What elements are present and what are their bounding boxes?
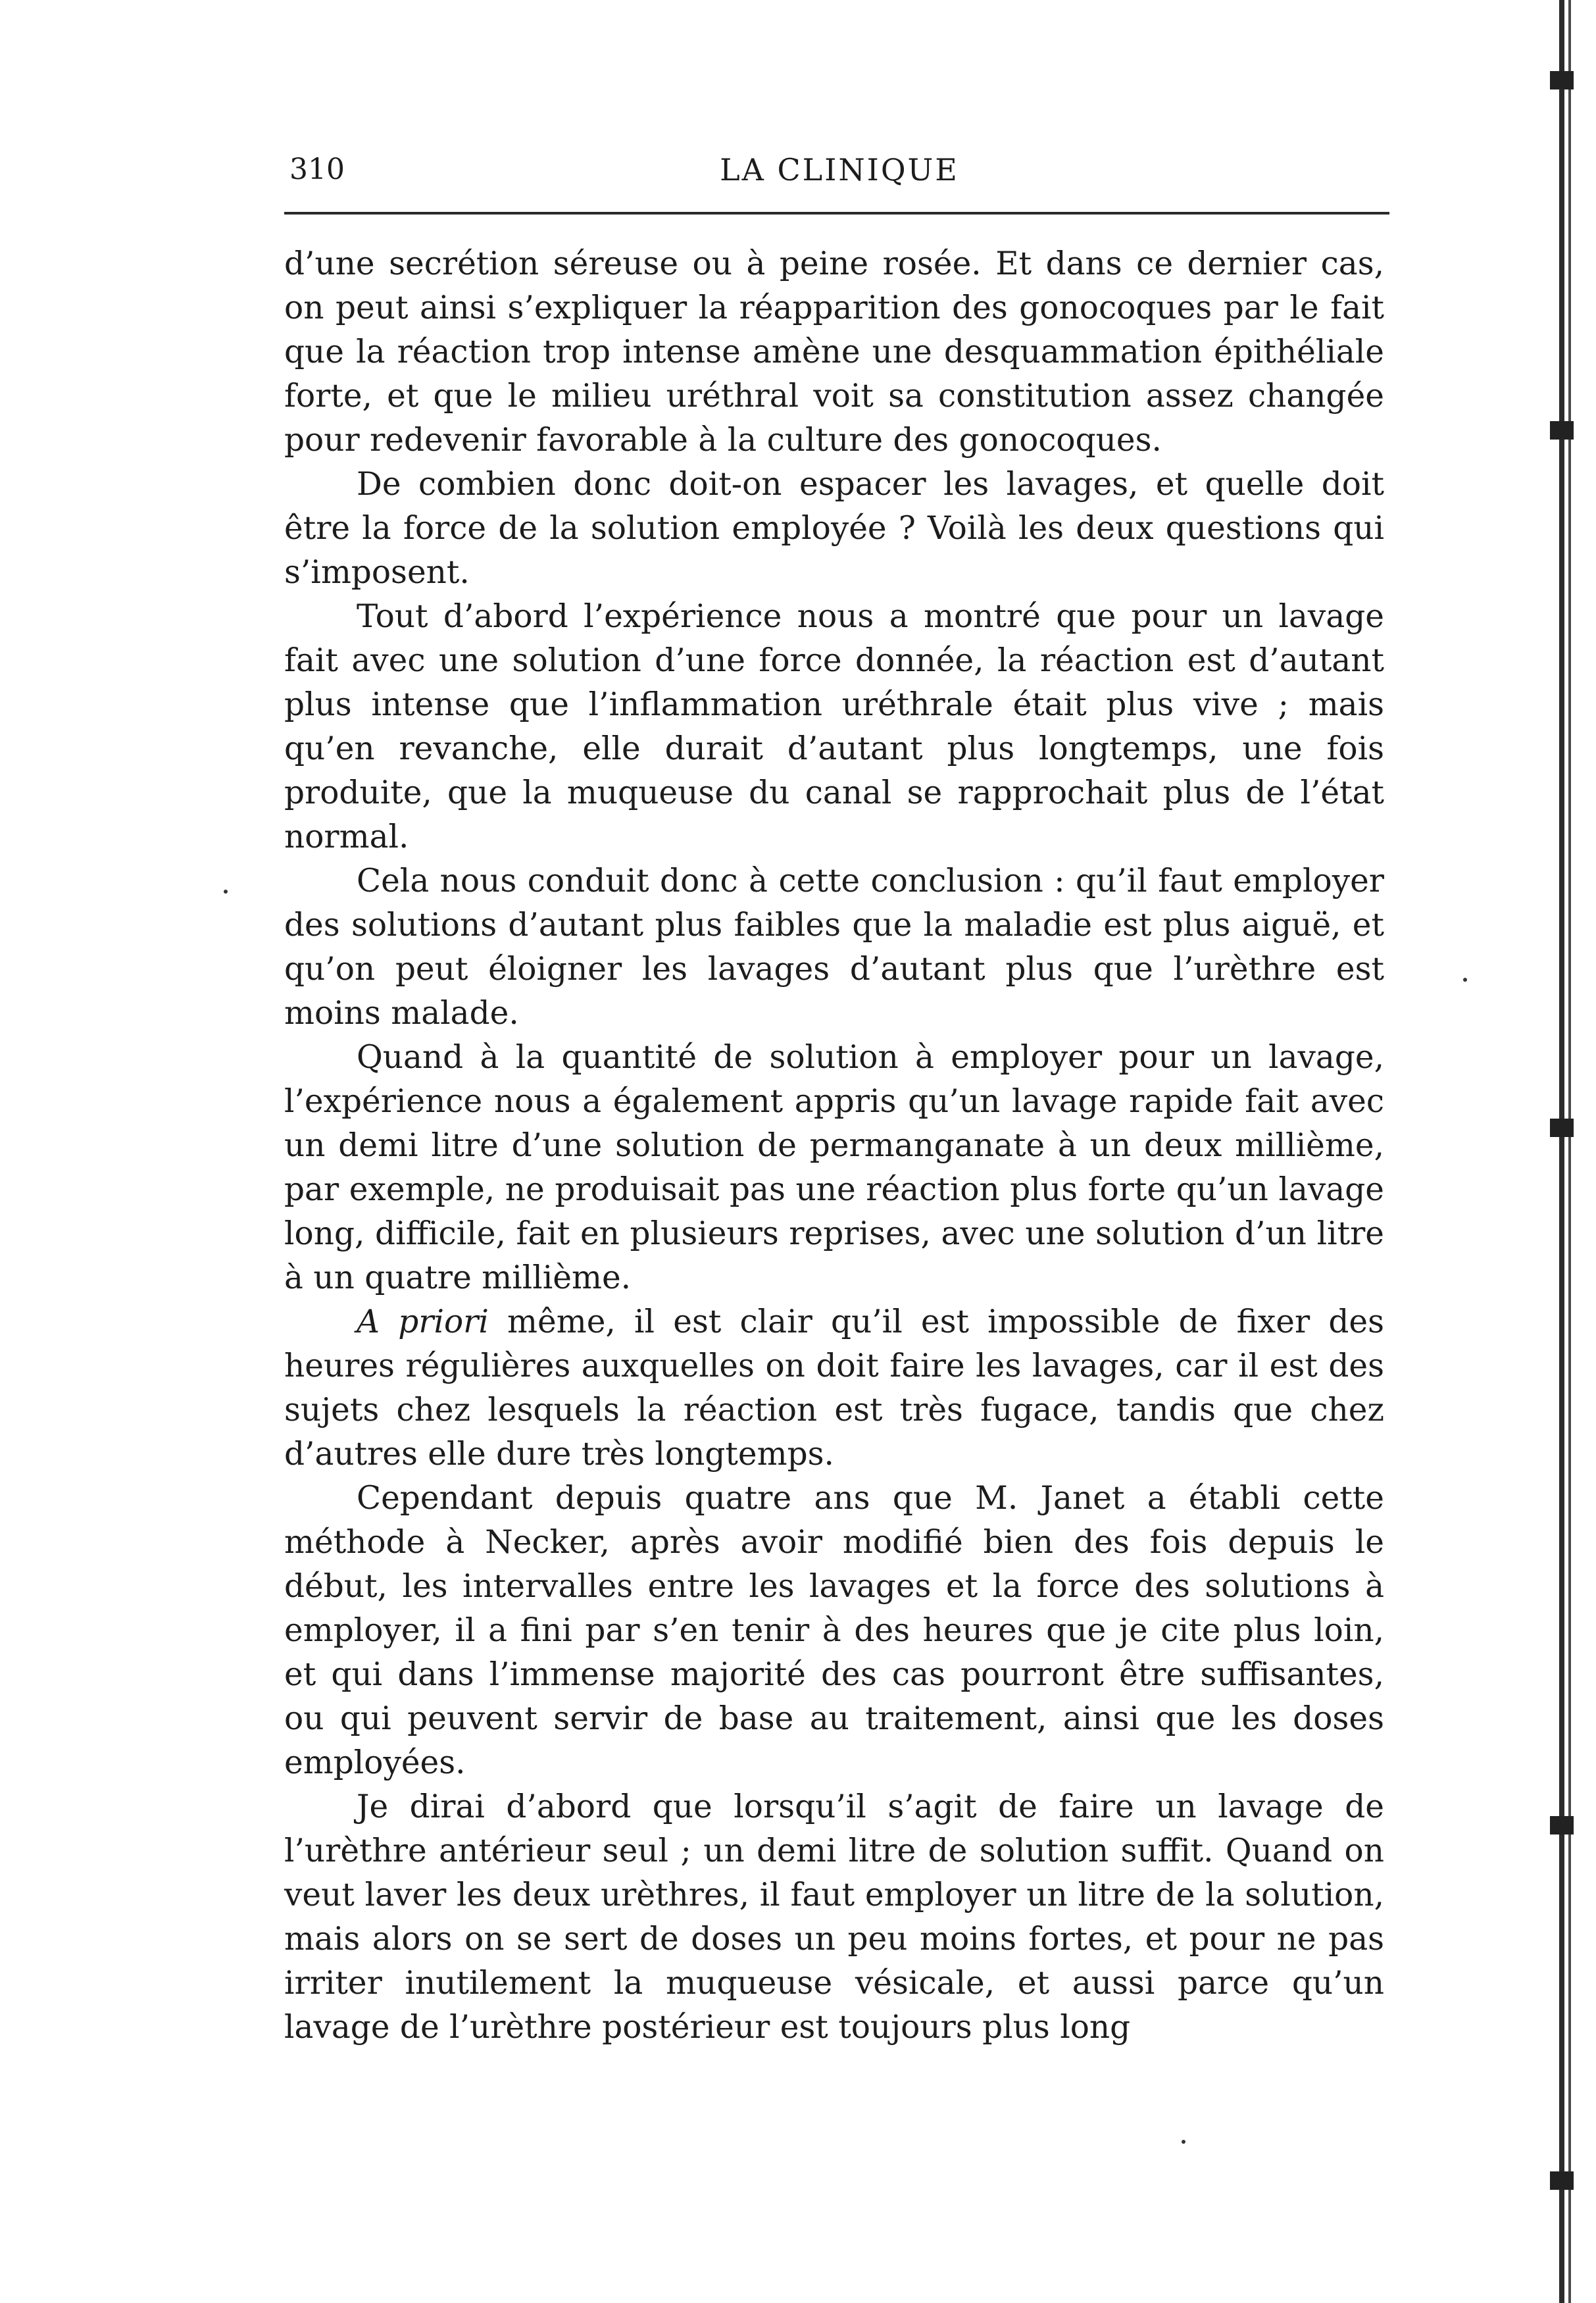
binding-mark [1550,1119,1574,1137]
print-speck [1182,2140,1185,2144]
page-number: 310 [289,153,345,186]
binding-mark [1550,1816,1574,1835]
binding-mark [1550,421,1574,440]
italic-lead: A priori [357,1303,489,1340]
paragraph-6 [284,1300,1384,1477]
paragraph-2: De combien donc doit-on espacer les lavages, et quelle doit être la force de la solution employée ? Voilà les deux questions qui s’imposent. [284,466,1384,591]
body-text [284,242,1384,2050]
header-rule [284,212,1389,215]
page-header [289,150,1389,196]
print-speck [1463,978,1467,982]
running-title: LA CLINIQUE [720,152,959,188]
binding-edge-inner [1568,0,1571,2303]
paragraph-4: Cela nous conduit donc à cette conclusion : qu’il faut employer des solutions d’autant plus faibles que la maladie est plus aiguë, et qu’on peut éloigner les lavages d’autant plus que l’urèthre est moins malade. [284,863,1384,1032]
binding-mark [1550,2171,1574,2190]
paragraph-3: Tout d’abord l’expérience nous a montré que pour un lavage fait avec une solution d’une force donnée, la réaction est d’autant plus intense que l’inflammation uréthrale était plus vive ; mais qu’en revanche, elle durait d’autant plus longtemps, une fois produite, que la muqueuse du canal se rapprochait plus de l’état normal. [284,598,1384,855]
paragraph-1: d’une secrétion séreuse ou à peine rosée. Et dans ce dernier cas, on peut ainsi s’expliquer la réapparition des gonocoques par le fait que la réaction trop intense amène une desquammation épithéliale forte, et que le milieu uréthral voit sa constitution assez changée pour redevenir favorable à la culture des gonocoques. [284,245,1384,459]
paragraph-8: Je dirai d’abord que lorsqu’il s’agit de faire un lavage de l’urèthre antérieur seul ; un demi litre de solution suffit. Quand on veut laver les deux urèthres, il faut employer un litre de la solution, mais alors on se sert de doses un peu moins fortes, et pour ne pas irriter inutilement la muqueuse vésicale, et aussi parce qu’un lavage de l’urèthre postérieur est toujours plus long [284,1788,1384,2046]
binding-edge [1559,0,1564,2303]
binding-mark [1550,71,1574,89]
paragraph-5: Quand à la quantité de solution à employer pour un lavage, l’expérience nous a également appris qu’un lavage rapide fait avec un demi litre d’une solution de permanganate à un deux millième, par exemple, ne produisait pas une réaction plus forte qu’un lavage long, difficile, fait en plusieurs reprises, avec une solution d’un litre à un quatre millième. [284,1039,1384,1296]
paragraph-6-text: même, il est clair qu’il est impossible de fixer des heures régulières auxquelles on doit faire les lavages, car il est des sujets chez lesquels la réaction est très fugace, tandis que chez d’autres elle dure très longtemps. [284,1303,1384,1473]
paragraph-7: Cependant depuis quatre ans que M. Janet a établi cette méthode à Necker, après avoir modifié bien des fois depuis le début, les intervalles entre les lavages et la force des solutions à employer, il a fini par s’en tenir à des heures que je cite plus loin, et qui dans l’immense majorité des cas pourront être suffisantes, ou qui peuvent servir de base au traitement, ainsi que les doses employées. [284,1480,1384,1781]
print-speck [224,890,228,894]
